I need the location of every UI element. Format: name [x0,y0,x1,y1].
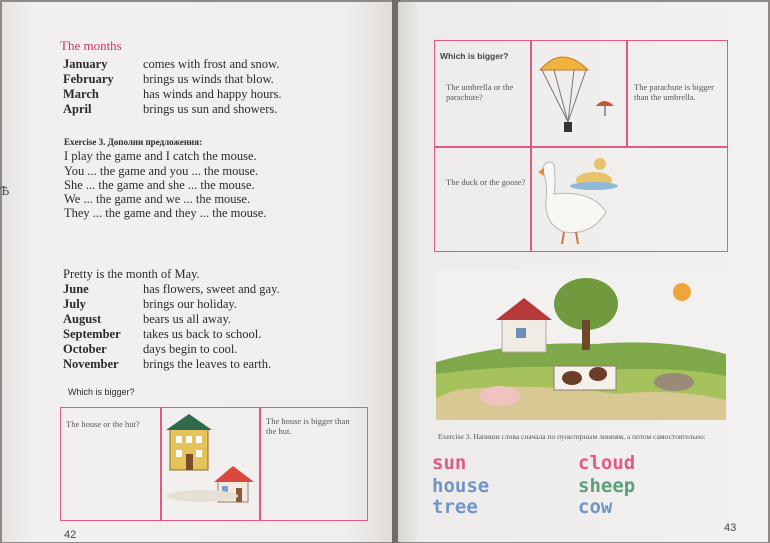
left-page: Ѣ The months January comes with frost and snow. February brings us winds that blow. March has winds and happy hours. April brings us sun and showers. Exercise 3. Дополни предложения: I play the game and I catch the mouse. You ... the game and you ... the mouse. She ... the game and she ... the mouse. We ... the game and we ... the mouse. They ... the game and they ... the mouse. Pretty is the month of May. June has flowers, sweet and gay. July brings our holiday. August bears us all away. September takes us back to school. October days begin to cool. November brings the leaves to earth. Which is bigger? The house or the hut? The house is bigger than the hut. 42 [2,2,394,542]
house-and-hut-illustration [162,410,258,514]
which-bigger-label: Which is bigger? [68,387,135,397]
question-duck-goose: The duck or the goose? [446,177,526,187]
list-item: She ... the game and she ... the mouse. [64,178,255,192]
word-sheep: sheep [578,475,636,497]
parachute-umbrella-illustration [532,42,624,144]
grid-divider [626,40,628,146]
word-cloud: cloud [578,452,636,474]
months-title: The months [60,38,122,53]
right-page [398,2,768,542]
word-cow: cow [578,496,613,518]
which-bigger-label: Which is bigger? [440,51,509,61]
page-number: 43 [724,522,737,534]
list-item: You ... the game and you ... the mouse. [64,164,259,178]
answer-parachute: The parachute is bigger than the umbrella. [634,82,715,102]
list-item: We ... the game and we ... the mouse. [64,192,251,206]
list-item: I play the game and I catch the mouse. [64,149,257,163]
word-sun: sun [432,452,467,474]
pretty-line: Pretty is the month of May. [63,267,200,281]
list-item: They ... the game and they ... the mouse. [64,206,267,220]
table-question: The house or the hut? [66,419,140,429]
exercise3-title: Exercise 3. Напиши слова сначала по пунктирным линиям, а потом самостоятельно: [438,432,706,441]
word-tree: tree [432,496,478,518]
farm-illustration [436,270,726,420]
margin-mark: Ѣ [0,184,10,199]
duck-goose-illustration [532,150,624,250]
exercise3-title: Exercise 3. Дополни предложения: [64,137,203,147]
table-divider [259,407,261,521]
question-umbrella-parachute: The umbrella or the parachute? [446,82,514,102]
page-number: 42 [64,529,77,541]
word-house: house [432,475,490,497]
table-answer: The house is bigger than the hut. [266,416,350,436]
grid-divider [434,146,728,148]
